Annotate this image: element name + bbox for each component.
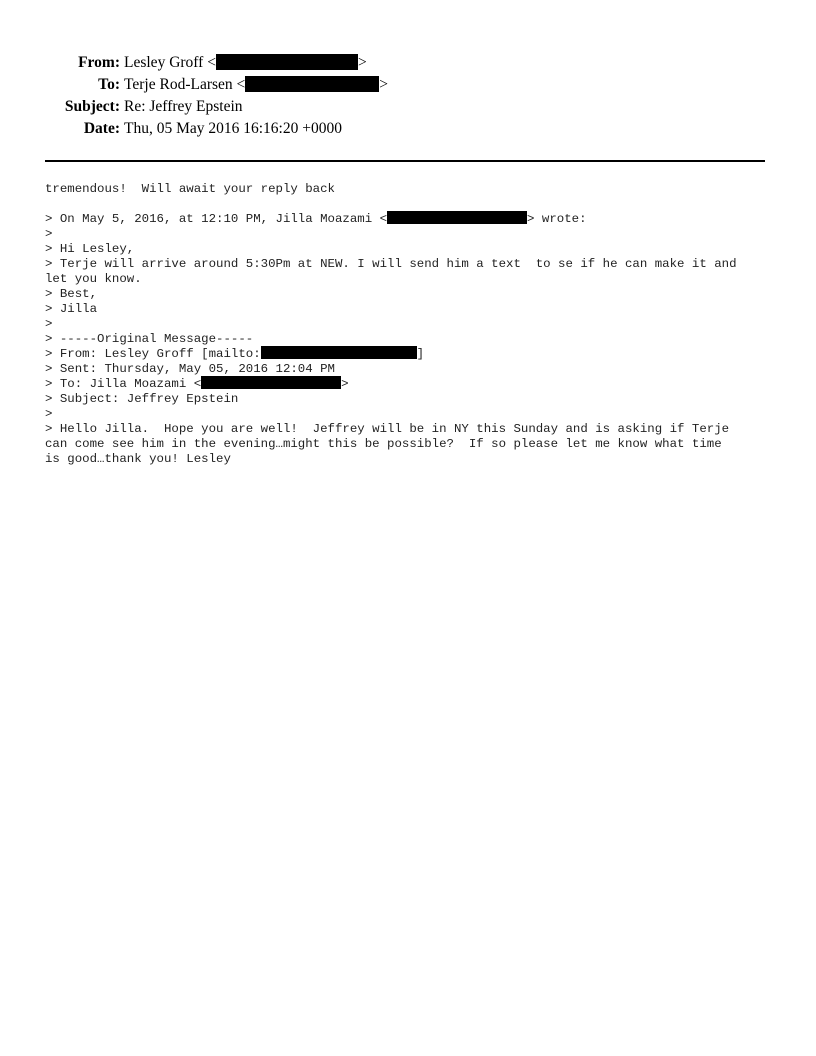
quote-line: > -----Original Message----- — [45, 332, 254, 346]
quote-line: > Sent: Thursday, May 05, 2016 12:04 PM — [45, 362, 335, 376]
quote-wrote-line — [45, 212, 773, 227]
to-close: > — [379, 76, 389, 93]
quote-line: > — [45, 407, 53, 421]
redaction-box — [201, 376, 341, 389]
date-value: Thu, 05 May 2016 16:16:20 +0000 — [124, 120, 342, 137]
from-label: From: — [78, 54, 120, 71]
quote-line: > — [45, 227, 53, 241]
to-label: To: — [98, 76, 120, 93]
to-name: Terje Rod-Larsen < — [124, 76, 246, 93]
header-divider — [45, 160, 765, 162]
quote-to-suffix: > — [341, 377, 349, 391]
from-name: Lesley Groff < — [124, 54, 216, 71]
quote-from-line — [45, 347, 773, 362]
to-value — [124, 74, 388, 96]
quote-line: > — [45, 317, 53, 331]
reply-text: tremendous! Will await your reply back — [45, 182, 335, 196]
quote-line: > Hi Lesley, — [45, 242, 135, 256]
subject-value: Re: Jeffrey Epstein — [124, 98, 243, 115]
quote-line: > Subject: Jeffrey Epstein — [45, 392, 239, 406]
redaction-box — [245, 76, 379, 92]
quote-to-line — [45, 377, 773, 392]
quote-from-suffix: ] — [416, 347, 425, 361]
quote-wrote-prefix: > On May 5, 2016, at 12:10 PM, Jilla Moazami < — [45, 212, 388, 226]
quote-line: > Best, — [45, 287, 98, 301]
redaction-box — [387, 211, 527, 224]
quote-line: > Jilla — [45, 302, 98, 316]
email-body — [45, 182, 773, 467]
redaction-box — [216, 54, 358, 70]
date-label: Date: — [83, 120, 120, 137]
spacer — [45, 197, 773, 212]
quote-to-prefix: > To: Jilla Moazami < — [45, 377, 202, 391]
quote-line: > Terje will arrive around 5:30Pm at NEW. I will send him a text to se if he can make it and — [45, 257, 737, 271]
quote-wrote-suffix: > wrote: — [527, 212, 587, 226]
quote-line: > Hello Jilla. Hope you are well! Jeffrey will be in NY this Sunday and is asking if Terje — [45, 422, 730, 436]
from-value — [124, 52, 367, 74]
redaction-box — [261, 346, 417, 359]
quote-line: let you know. — [45, 272, 142, 286]
quote-from-prefix: > From: Lesley Groff [mailto: — [45, 347, 261, 361]
subject-label: Subject: — [64, 98, 120, 115]
from-close: > — [357, 54, 367, 71]
quote-line: is good…thank you! Lesley — [45, 452, 231, 466]
quote-line: can come see him in the evening…might this be possible? If so please let me know what time — [45, 437, 722, 451]
